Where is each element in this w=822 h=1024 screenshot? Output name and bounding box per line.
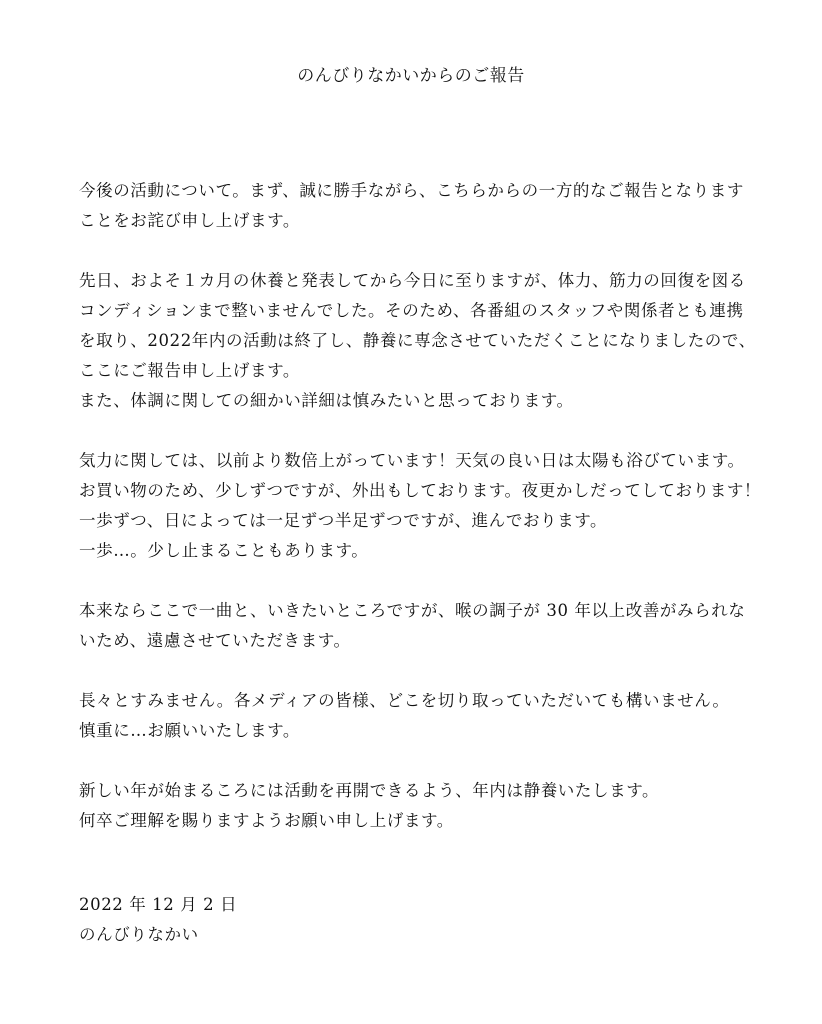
paragraph-line: また、体調に関しての細かい詳細は慎みたいと思っております。 [79, 391, 574, 410]
paragraph-line: 長々とすみません。各メディアの皆様、どこを切り取っていただいても構いません。 [79, 691, 730, 710]
paragraph-4 [79, 596, 759, 656]
paragraph-line: 今後の活動について。まず、誠に勝手ながら、こちらからの一方的なご報告となります [79, 181, 744, 200]
paragraph-line: いため、遠慮させていただきます。 [79, 631, 351, 650]
paragraph-line: 新しい年が始まるころには活動を再開できるよう、年内は静養いたします。 [79, 781, 660, 800]
paragraph-line: 慎重に…お願いいたします。 [79, 721, 300, 740]
paragraph-line: 一歩…。少し止まることもあります。 [79, 541, 369, 560]
paragraph-1 [79, 176, 759, 236]
paragraph-5 [79, 686, 759, 746]
paragraph-line: 先日、およそ１カ月の休養と発表してから今日に至りますが、体力、筋力の回復を図る [79, 271, 746, 290]
paragraph-line: ことをお詫び申し上げます。 [79, 211, 300, 230]
signature-name: のんびりなかい [79, 925, 199, 944]
paragraph-line: お買い物のため、少しずつですが、外出もしております。夜更かしだってしております！ [79, 481, 762, 500]
paragraph-line: を取り、2022年内の活動は終了し、静養に専念させていただくことになりましたので、 [79, 331, 756, 350]
paragraph-line: 何卒ご理解を賜りますようお願い申し上げます。 [79, 811, 454, 830]
paragraph-3 [79, 446, 762, 566]
signature-block [79, 890, 237, 950]
paragraph-line: コンディションまで整いませんでした。そのため、各番組のスタッフや関係者とも連携 [79, 301, 744, 320]
document-date: 2022 年 12 月 2 日 [79, 895, 238, 914]
document-body [79, 176, 762, 866]
paragraph-line: 気力に関しては、以前より数倍上がっています！天気の良い日は太陽も浴びています。 [79, 451, 745, 470]
paragraph-line: 本来ならここで一曲と、いきたいところですが、喉の調子が 30 年以上改善がみられな [79, 601, 746, 620]
document-title: のんびりなかいからのご報告 [297, 66, 525, 86]
paragraph-6 [79, 776, 759, 836]
paragraph-line: 一歩ずつ、日によっては一足ずつ半足ずつですが、進んでおります。 [79, 511, 608, 530]
paragraph-2 [79, 266, 759, 416]
paragraph-line: ここにご報告申し上げます。 [79, 361, 300, 380]
